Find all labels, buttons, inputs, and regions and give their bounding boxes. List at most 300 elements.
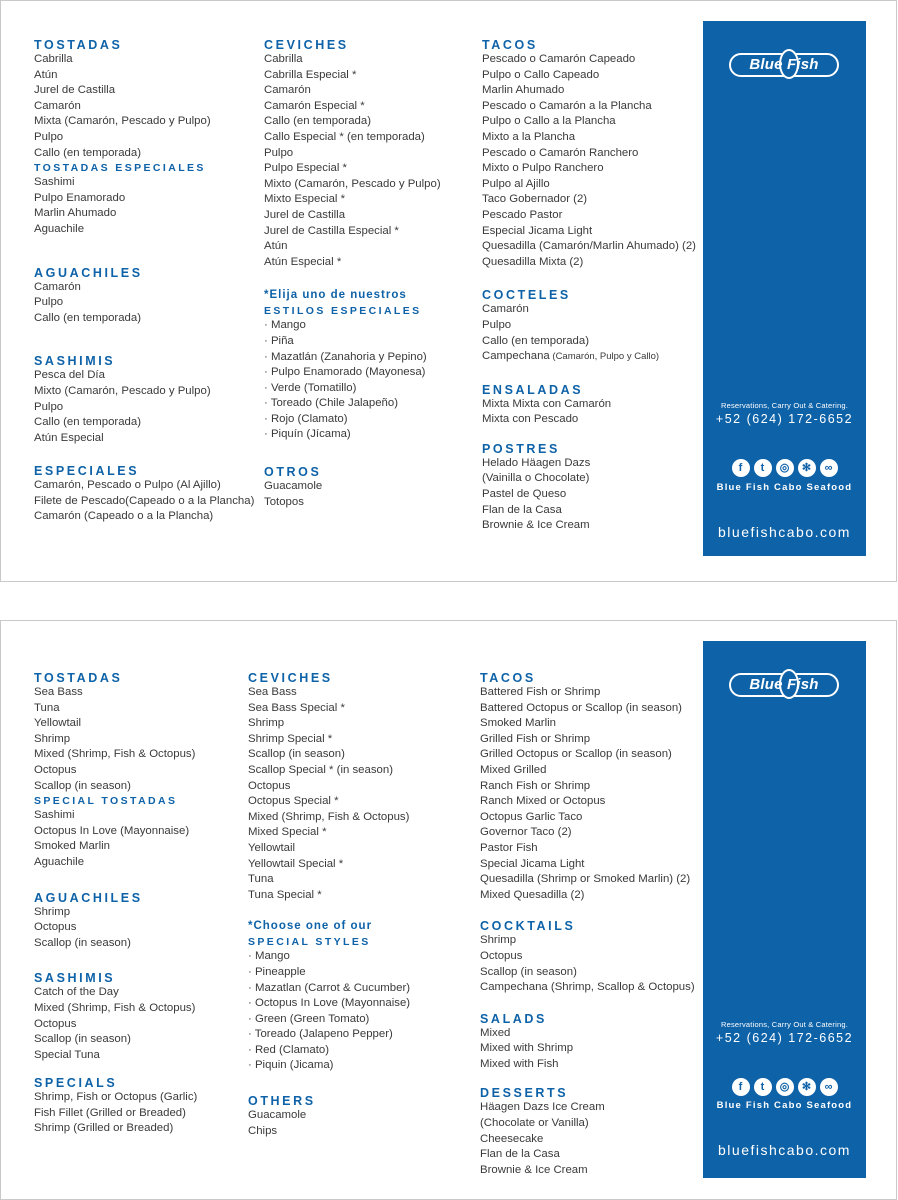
menu-item bbox=[480, 1026, 695, 1042]
yelp-icon[interactable]: ✻ bbox=[798, 1078, 816, 1096]
menu-item-label: Mixed bbox=[480, 1026, 511, 1039]
menu-item bbox=[248, 810, 410, 826]
menu-item bbox=[34, 1001, 197, 1017]
menu-item bbox=[34, 191, 254, 207]
menu-item bbox=[34, 839, 197, 855]
menu-column-1 bbox=[34, 671, 197, 1137]
menu-item-label: Pulpo o Callo Capeado bbox=[482, 68, 600, 81]
blue-fish-logo: Blue Fish bbox=[729, 669, 841, 699]
menu-item bbox=[34, 206, 254, 222]
instagram-icon[interactable]: ◎ bbox=[776, 459, 794, 477]
menu-item bbox=[480, 872, 695, 888]
menu-item bbox=[248, 1027, 410, 1043]
menu-item bbox=[264, 412, 441, 428]
menu-section bbox=[480, 1012, 695, 1073]
menu-item-label: Helado Häagen Dazs bbox=[482, 456, 591, 469]
menu-item-label: Mixed Special * bbox=[248, 826, 327, 839]
menu-item bbox=[480, 933, 695, 949]
menu-item-label: Aguachile bbox=[34, 855, 85, 868]
menu-item-label: Octopus bbox=[34, 1017, 77, 1030]
menu-item-label: Camarón Especial * bbox=[264, 99, 365, 112]
menu-item bbox=[480, 1116, 695, 1132]
menu-item-label: Camarón bbox=[34, 99, 81, 112]
menu-item bbox=[264, 239, 441, 255]
section-heading: TOSTADAS ESPECIALES bbox=[34, 162, 206, 175]
instagram-icon[interactable]: ◎ bbox=[776, 1078, 794, 1096]
menu-item bbox=[480, 701, 695, 717]
menu-item bbox=[482, 146, 696, 162]
menu-item bbox=[248, 1108, 410, 1124]
menu-item bbox=[34, 936, 197, 952]
menu-item-label: Grilled Fish or Shrimp bbox=[480, 732, 591, 745]
menu-item-label: Mixta (Camarón, Pescado y Pulpo) bbox=[34, 115, 211, 128]
menu-item-label: Grilled Octopus or Scallop (in season) bbox=[480, 748, 672, 761]
menu-item-label: Pastel de Queso bbox=[482, 488, 567, 501]
menu-item-label: Pulpo o Callo a la Plancha bbox=[482, 115, 616, 128]
menu-item bbox=[34, 509, 254, 525]
menu-item bbox=[248, 872, 410, 888]
menu-item-label: Mixto (Camarón, Pescado y Pulpo) bbox=[34, 384, 211, 397]
menu-section bbox=[34, 38, 254, 161]
menu-item bbox=[482, 224, 696, 240]
phone-number[interactable]: +52 (624) 172-6652 bbox=[715, 412, 854, 426]
menu-item bbox=[482, 397, 696, 413]
menu-item-label: Pulpo Enamorado bbox=[34, 191, 126, 204]
menu-item bbox=[248, 1124, 410, 1140]
menu-item bbox=[34, 494, 254, 510]
menu-item-label: Catch of the Day bbox=[34, 986, 119, 999]
menu-item-label: Smoked Marlin bbox=[34, 840, 110, 853]
yelp-icon[interactable]: ✻ bbox=[798, 459, 816, 477]
menu-item-label: · Verde (Tomatillo) bbox=[264, 381, 357, 394]
menu-item bbox=[248, 888, 410, 904]
menu-item bbox=[482, 177, 696, 193]
menu-item bbox=[34, 747, 197, 763]
facebook-icon[interactable]: f bbox=[732, 459, 750, 477]
menu-item-label: Pulpo bbox=[482, 318, 512, 331]
menu-item bbox=[480, 1057, 695, 1073]
menu-item bbox=[248, 794, 410, 810]
menu-column-2 bbox=[264, 38, 441, 510]
menu-item-label: Ranch Fish or Shrimp bbox=[480, 779, 591, 792]
menu-item-label: Yellowtail bbox=[248, 841, 296, 854]
menu-section bbox=[482, 38, 696, 270]
menu-item-label: Camarón bbox=[34, 280, 81, 293]
menu-item bbox=[480, 732, 695, 748]
menu-item bbox=[482, 83, 696, 99]
website-link[interactable]: bluefishcabo.com bbox=[718, 1142, 851, 1158]
section-heading: OTROS bbox=[264, 465, 322, 480]
menu-item bbox=[264, 68, 441, 84]
menu-item-label: Atún bbox=[34, 68, 58, 81]
menu-item-label: Shrimp Special * bbox=[248, 732, 333, 745]
menu-item bbox=[34, 368, 254, 384]
menu-item bbox=[480, 747, 695, 763]
menu-item bbox=[34, 855, 197, 871]
menu-item bbox=[248, 779, 410, 795]
menu-item bbox=[482, 349, 696, 365]
menu-item bbox=[264, 146, 441, 162]
menu-item-label: Guacamole bbox=[264, 480, 323, 493]
menu-item-label: Mixed (Shrimp, Fish & Octopus) bbox=[34, 748, 196, 761]
menu-item bbox=[34, 83, 254, 99]
section-heading: OTHERS bbox=[248, 1094, 316, 1109]
menu-item-label: Scallop (in season) bbox=[34, 1033, 131, 1046]
menu-item-label: Chips bbox=[248, 1124, 278, 1137]
menu-item-label: · Piquin (Jicama) bbox=[248, 1059, 334, 1072]
menu-item-label: Pulpo al Ajillo bbox=[482, 177, 550, 190]
menu-item bbox=[34, 716, 197, 732]
menu-item-label: Octopus bbox=[34, 921, 77, 934]
menu-item bbox=[34, 130, 254, 146]
menu-item bbox=[480, 857, 695, 873]
section-heading: AGUACHILES bbox=[34, 265, 143, 280]
menu-item-label: Pescado o Camarón a la Plancha bbox=[482, 99, 652, 112]
menu-item-label: · Piña bbox=[264, 334, 294, 347]
section-heading: *Elija uno de nuestros bbox=[264, 289, 407, 302]
menu-section bbox=[34, 1076, 197, 1137]
menu-item bbox=[482, 114, 696, 130]
menu-item-label: Marlin Ahumado bbox=[482, 84, 565, 97]
menu-item-label: Shrimp, Fish or Octopus (Garlic) bbox=[34, 1091, 198, 1104]
menu-item bbox=[482, 471, 696, 487]
menu-item bbox=[34, 985, 197, 1001]
menu-item-label: · Pulpo Enamorado (Mayonesa) bbox=[264, 366, 426, 379]
menu-item bbox=[34, 400, 254, 416]
menu-item-label: Callo (en temporada) bbox=[264, 115, 371, 128]
menu-item-label: Quesadilla Mixta (2) bbox=[482, 255, 584, 268]
menu-column-3 bbox=[482, 38, 696, 534]
menu-item-label: · Piquín (Jícama) bbox=[264, 428, 351, 441]
section-heading: SASHIMIS bbox=[34, 354, 116, 369]
menu-item bbox=[480, 1147, 695, 1163]
menu-item bbox=[248, 1043, 410, 1059]
menu-item-label: Atún Especial bbox=[34, 431, 104, 444]
menu-item-label: Cabrilla bbox=[34, 53, 73, 65]
menu-item bbox=[482, 52, 696, 68]
menu-item-label: Octopus bbox=[248, 779, 291, 792]
menu-item-label: Shrimp bbox=[34, 905, 71, 918]
menu-item bbox=[34, 732, 197, 748]
menu-item bbox=[482, 192, 696, 208]
menu-item bbox=[248, 857, 410, 873]
section-heading: DESSERTS bbox=[480, 1086, 569, 1101]
menu-item bbox=[34, 1048, 197, 1064]
reservations-text: Reservations, Carry Out & Catering. bbox=[720, 1020, 849, 1029]
menu-item bbox=[482, 503, 696, 519]
menu-item-label: Atún bbox=[264, 240, 288, 253]
menu-item-label: Camarón, Pescado o Pulpo (Al Ajillo) bbox=[34, 479, 221, 492]
menu-section bbox=[482, 442, 696, 534]
menu-section bbox=[482, 383, 696, 428]
menu-item bbox=[482, 302, 696, 318]
reservations-text: Reservations, Carry Out & Catering. bbox=[720, 401, 849, 410]
menu-item-label: Häagen Dazs Ice Cream bbox=[480, 1101, 605, 1114]
menu-item bbox=[264, 427, 441, 443]
twitter-icon[interactable]: t bbox=[754, 459, 772, 477]
menu-item bbox=[482, 318, 696, 334]
menu-item bbox=[248, 716, 410, 732]
menu-item bbox=[34, 701, 197, 717]
menu-section bbox=[248, 1094, 410, 1139]
menu-item bbox=[480, 810, 695, 826]
menu-item-label: · Mango bbox=[248, 950, 290, 963]
menu-section bbox=[34, 891, 197, 952]
menu-item bbox=[34, 1032, 197, 1048]
menu-item-label: · Red (Clamato) bbox=[248, 1043, 330, 1056]
menu-item-label: Octopus Garlic Taco bbox=[480, 810, 583, 823]
menu-item-label: Sea Bass Special * bbox=[248, 701, 345, 714]
menu-item bbox=[482, 487, 696, 503]
facebook-icon[interactable]: f bbox=[732, 1078, 750, 1096]
menu-item bbox=[264, 208, 441, 224]
menu-item-label: Pulpo bbox=[34, 296, 64, 309]
menu-item bbox=[34, 685, 197, 701]
menu-item bbox=[248, 701, 410, 717]
menu-item bbox=[34, 295, 254, 311]
menu-item-label: Pulpo Especial * bbox=[264, 162, 347, 175]
menu-item-label: Sea Bass bbox=[34, 686, 83, 698]
menu-item bbox=[34, 175, 254, 191]
menu-item-label: · Rojo (Clamato) bbox=[264, 412, 348, 425]
menu-item bbox=[264, 381, 441, 397]
menu-section bbox=[480, 919, 695, 995]
menu-item-label: Octopus bbox=[480, 949, 523, 962]
menu-item-label: (Vainilla o Chocolate) bbox=[482, 472, 590, 485]
menu-item bbox=[248, 996, 410, 1012]
menu-item-label: · Toreado (Jalapeno Pepper) bbox=[248, 1028, 393, 1041]
menu-item bbox=[264, 365, 441, 381]
menu-item-label: · Mango bbox=[264, 319, 306, 332]
menu-section bbox=[34, 671, 197, 794]
menu-item-label: Mixed Quesadilla (2) bbox=[480, 888, 585, 901]
menu-item-label: Scallop (in season) bbox=[248, 748, 345, 761]
section-subheading: SPECIAL STYLES bbox=[248, 936, 371, 949]
menu-item-label: Mixto (Camarón, Pescado y Pulpo) bbox=[264, 177, 441, 190]
menu-item bbox=[482, 161, 696, 177]
menu-item-label: Sea Bass bbox=[248, 686, 297, 698]
menu-item-label: Yellowtail Special * bbox=[248, 857, 344, 870]
menu-item bbox=[264, 255, 441, 271]
menu-item bbox=[480, 841, 695, 857]
section-heading: CEVICHES bbox=[264, 38, 349, 52]
menu-item bbox=[480, 949, 695, 965]
phone-number[interactable]: +52 (624) 172-6652 bbox=[715, 1031, 854, 1045]
menu-section bbox=[34, 971, 197, 1063]
menu-item-label: Especial Jicama Light bbox=[482, 224, 593, 237]
menu-item-label: Sashimi bbox=[34, 176, 75, 189]
menu-item-label: Mixta Mixta con Camarón bbox=[482, 397, 612, 410]
menu-item bbox=[34, 68, 254, 84]
menu-item bbox=[34, 1121, 197, 1137]
menu-item bbox=[264, 350, 441, 366]
section-heading: ESPECIALES bbox=[34, 464, 140, 479]
menu-item bbox=[264, 99, 441, 115]
menu-item-label: Tuna Special * bbox=[248, 888, 322, 901]
menu-item-label: Taco Gobernador (2) bbox=[482, 193, 588, 206]
menu-item-label: Atún Especial * bbox=[264, 255, 342, 268]
menu-item-label: Brownie & Ice Cream bbox=[482, 519, 590, 532]
menu-item-label: Scallop (in season) bbox=[34, 779, 131, 792]
section-heading: COCKTAILS bbox=[480, 919, 576, 934]
menu-item-label: Callo (en temporada) bbox=[34, 146, 141, 159]
menu-item-label: Cheesecake bbox=[480, 1132, 544, 1145]
menu-item bbox=[34, 1090, 197, 1106]
menu-item bbox=[482, 412, 696, 428]
menu-item bbox=[264, 130, 441, 146]
menu-item-label: Jurel de Castilla Especial * bbox=[264, 224, 399, 237]
menu-item-label: (Chocolate or Vanilla) bbox=[480, 1117, 589, 1130]
section-heading: TOSTADAS bbox=[34, 671, 123, 685]
menu-item bbox=[480, 716, 695, 732]
menu-item bbox=[480, 1163, 695, 1179]
section-subheading: ESTILOS ESPECIALES bbox=[264, 305, 422, 318]
menu-item-label: Tuna bbox=[34, 701, 60, 714]
menu-item-label: Pulpo bbox=[34, 130, 64, 143]
menu-item-label: Mixto Especial * bbox=[264, 193, 346, 206]
menu-item-label: Filete de Pescado(Capeado o a la Plancha) bbox=[34, 494, 255, 507]
menu-item bbox=[480, 1132, 695, 1148]
section-heading: TOSTADAS bbox=[34, 38, 123, 52]
menu-item-label: Fish Fillet (Grilled or Breaded) bbox=[34, 1106, 186, 1119]
menu-item bbox=[34, 52, 254, 68]
menu-item-label: Yellowtail bbox=[34, 717, 82, 730]
menu-item-label: Shrimp (Grilled or Breaded) bbox=[34, 1122, 174, 1135]
menu-item-label: Mixed with Fish bbox=[480, 1057, 559, 1070]
spanish-menu-card bbox=[0, 0, 897, 582]
menu-item-label: Sashimi bbox=[34, 809, 75, 822]
menu-item bbox=[480, 1100, 695, 1116]
menu-item bbox=[480, 779, 695, 795]
menu-item-label: Quesadilla (Shrimp or Smoked Marlin) (2) bbox=[480, 873, 691, 886]
menu-item-label: Jurel de Castilla bbox=[34, 84, 116, 97]
menu-item bbox=[34, 114, 254, 130]
section-heading: SALADS bbox=[480, 1011, 547, 1026]
section-heading: ENSALADAS bbox=[482, 382, 584, 397]
menu-item bbox=[34, 824, 197, 840]
menu-item-label: Special Tuna bbox=[34, 1048, 100, 1061]
menu-item bbox=[480, 980, 695, 996]
menu-section bbox=[264, 288, 441, 443]
menu-item bbox=[248, 1058, 410, 1074]
menu-item-label: Smoked Marlin bbox=[480, 717, 556, 730]
social-icons bbox=[703, 459, 866, 477]
menu-section bbox=[34, 354, 254, 446]
menu-item bbox=[248, 732, 410, 748]
menu-item-label: Pulpo bbox=[264, 146, 294, 159]
menu-item bbox=[482, 68, 696, 84]
menu-item bbox=[248, 825, 410, 841]
menu-item-label: Callo (en temporada) bbox=[482, 334, 589, 347]
menu-item-label: Callo (en temporada) bbox=[34, 311, 141, 324]
menu-item-label: Shrimp bbox=[34, 732, 71, 745]
twitter-icon[interactable]: t bbox=[754, 1078, 772, 1096]
tripadvisor-icon[interactable]: ∞ bbox=[820, 459, 838, 477]
menu-item bbox=[480, 763, 695, 779]
section-heading: SASHIMIS bbox=[34, 971, 116, 986]
menu-item-label: Battered Octopus or Scallop (in season) bbox=[480, 701, 682, 714]
menu-item-label: Mixed (Shrimp, Fish & Octopus) bbox=[248, 810, 410, 823]
menu-item bbox=[34, 920, 197, 936]
social-icons bbox=[703, 1078, 866, 1096]
section-heading: SPECIAL TOSTADAS bbox=[34, 795, 178, 808]
menu-item bbox=[264, 83, 441, 99]
menu-item bbox=[248, 747, 410, 763]
menu-item-label: Scallop (in season) bbox=[480, 965, 577, 978]
menu-item-label: Scallop Special * (in season) bbox=[248, 763, 393, 776]
menu-item-label: Pescado o Camarón Capeado bbox=[482, 53, 636, 65]
menu-item-label: Special Jicama Light bbox=[480, 857, 585, 870]
menu-item-label: Cabrilla bbox=[264, 53, 303, 65]
menu-item bbox=[480, 1041, 695, 1057]
menu-item-label: · Mazatlán (Zanahoria y Pepino) bbox=[264, 350, 427, 363]
section-heading: TACOS bbox=[482, 38, 538, 52]
menu-item-label: Camarón (Capeado o a la Plancha) bbox=[34, 510, 214, 523]
menu-column-1 bbox=[34, 38, 254, 525]
menu-item-label: Cabrilla Especial * bbox=[264, 68, 357, 81]
menu-item-label: Quesadilla (Camarón/Marlin Ahumado) (2) bbox=[482, 240, 696, 253]
menu-item bbox=[480, 685, 695, 701]
menu-item-label: · Pineapple bbox=[248, 965, 306, 978]
menu-item bbox=[264, 334, 441, 350]
tripadvisor-icon[interactable]: ∞ bbox=[820, 1078, 838, 1096]
menu-item bbox=[480, 825, 695, 841]
menu-item-label: Camarón bbox=[482, 303, 529, 316]
menu-item bbox=[482, 239, 696, 255]
english-menu-card bbox=[0, 620, 897, 1200]
menu-item bbox=[264, 114, 441, 130]
menu-item bbox=[34, 808, 197, 824]
menu-item bbox=[482, 255, 696, 271]
menu-item-label: Flan de la Casa bbox=[482, 503, 562, 516]
menu-item bbox=[34, 478, 254, 494]
section-heading: *Choose one of our bbox=[248, 920, 373, 933]
brand-panel bbox=[703, 21, 866, 556]
section-heading: COCTELES bbox=[482, 288, 571, 303]
menu-item-label: Shrimp bbox=[480, 934, 517, 947]
menu-item bbox=[482, 130, 696, 146]
section-heading: AGUACHILES bbox=[34, 890, 143, 905]
menu-item bbox=[264, 479, 441, 495]
menu-item-label: Flan de la Casa bbox=[480, 1148, 560, 1161]
menu-item bbox=[264, 318, 441, 334]
menu-item bbox=[34, 415, 254, 431]
menu-item-label: Mixed Grilled bbox=[480, 763, 547, 776]
menu-item-label: Mixed (Shrimp, Fish & Octopus) bbox=[34, 1001, 196, 1014]
menu-item-label: Mixto a la Plancha bbox=[482, 130, 576, 143]
menu-item bbox=[34, 763, 197, 779]
menu-item-label: Campechana bbox=[482, 350, 550, 363]
menu-item bbox=[264, 224, 441, 240]
menu-item bbox=[482, 456, 696, 472]
menu-item-note: (Camarón, Pulpo y Callo) bbox=[549, 351, 660, 363]
website-link[interactable]: bluefishcabo.com bbox=[718, 524, 851, 540]
menu-item-label: Octopus In Love (Mayonnaise) bbox=[34, 824, 190, 837]
menu-section bbox=[34, 464, 254, 525]
menu-item-label: Callo (en temporada) bbox=[34, 416, 141, 429]
menu-item-label: Aguachile bbox=[34, 222, 85, 235]
menu-section bbox=[34, 794, 197, 870]
menu-item-label: Mixto o Pulpo Ranchero bbox=[482, 162, 604, 175]
menu-item-label: Camarón bbox=[264, 84, 311, 97]
menu-section bbox=[264, 465, 441, 510]
menu-item bbox=[480, 794, 695, 810]
blue-fish-logo: Blue Fish bbox=[729, 49, 841, 79]
menu-item bbox=[264, 396, 441, 412]
social-label: Blue Fish Cabo Seafood bbox=[716, 482, 853, 493]
menu-item-label: Octopus bbox=[34, 763, 77, 776]
social-label: Blue Fish Cabo Seafood bbox=[716, 1100, 853, 1111]
